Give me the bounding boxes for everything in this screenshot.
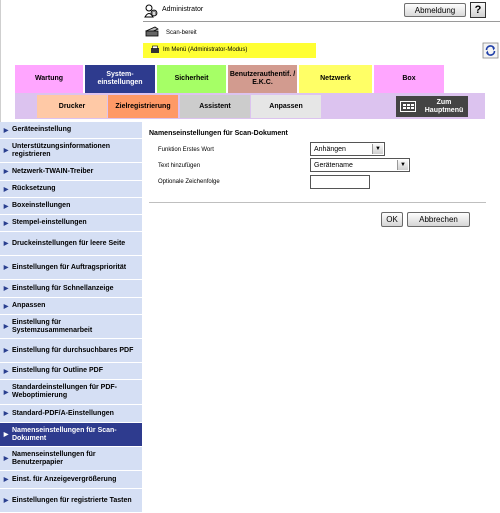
sidebar-item-anzeigevergroesserung[interactable]: ▶ Einst. für Anzeigevergrößerung: [0, 471, 142, 489]
arrow-right-icon: ▶: [3, 303, 9, 310]
tab-sicherheit[interactable]: Sicherheit: [157, 65, 227, 93]
sidebar-item-systemzusammenarbeit[interactable]: ▶ Einstellung für Systemzusammenarbeit: [0, 315, 142, 339]
content-divider: [149, 202, 486, 203]
status-mode-text: Im Menü (Administrator-Modus): [163, 47, 248, 53]
arrow-right-icon: ▶: [3, 265, 9, 271]
arrow-right-icon: ▶: [3, 169, 9, 175]
tab-netzwerk[interactable]: Netzwerk: [299, 65, 373, 93]
main-menu-button[interactable]: [396, 96, 468, 117]
subtab-drucker[interactable]: Drucker: [37, 95, 107, 118]
subtab-anpassen[interactable]: Anpassen: [251, 95, 321, 118]
help-button[interactable]: ?: [470, 2, 486, 18]
arrow-right-icon: ▶: [3, 477, 9, 483]
arrow-right-icon: ▶: [3, 186, 9, 193]
arrow-right-icon: ▶: [3, 368, 9, 375]
sidebar-item-anpassen[interactable]: ▶ Anpassen: [0, 298, 142, 315]
status-ready-text: Scan-bereit: [166, 30, 197, 36]
first-word-select[interactable]: Anhängen ▼: [310, 142, 385, 156]
header-divider: [143, 21, 500, 22]
sidebar-item-netzwerk-twain[interactable]: ▶ Netzwerk-TWAIN-Treiber: [0, 163, 142, 181]
sidebar-item-leere-seite[interactable]: ▶ Druckeinstellungen für leere Seite: [0, 232, 142, 256]
add-text-select[interactable]: Gerätename ▼: [310, 158, 410, 172]
sidebar-item-boxeinstellungen[interactable]: ▶ Boxeinstellungen: [0, 198, 142, 215]
arrow-right-icon: ▶: [3, 498, 9, 504]
main-menu-icon: [400, 101, 416, 112]
chevron-down-icon: ▼: [372, 144, 383, 154]
arrow-right-icon: ▶: [3, 456, 9, 462]
add-text-label: Text hinzufügen: [158, 163, 201, 169]
arrow-right-icon: ▶: [3, 286, 9, 292]
chevron-down-icon: ▼: [397, 160, 408, 170]
sidebar-item-geraeteeinstellung[interactable]: ▶ Geräteeinstellung: [0, 122, 142, 139]
admin-user-icon: [144, 4, 158, 18]
arrow-right-icon: ▶: [3, 203, 9, 210]
ok-button[interactable]: OK: [381, 212, 403, 227]
user-name: Administrator: [162, 6, 204, 13]
sidebar-item-pdfa[interactable]: ▶ Standard-PDF/A-Einstellungen: [0, 405, 142, 423]
tab-box[interactable]: Box: [374, 65, 445, 93]
sidebar-item-schnellanzeige[interactable]: ▶ Einstellung für Schnellanzeige: [0, 280, 142, 298]
main-menu-label: Zum Hauptmenü: [424, 98, 464, 114]
logout-button[interactable]: Abmeldung: [404, 3, 466, 17]
arrow-right-icon: ▶: [3, 324, 9, 330]
sidebar-item-registrierte-tasten[interactable]: ▶ Einstellungen für registrierte Tasten: [0, 489, 142, 513]
arrow-right-icon: ▶: [3, 220, 9, 227]
scanner-icon: [145, 26, 159, 38]
page-title: Namenseinstellungen für Scan-Dokument: [149, 130, 288, 137]
sidebar-item-auftragsprioritaet[interactable]: ▶ Einstellungen für Auftragspriorität: [0, 256, 142, 280]
printer-status-icon: [150, 45, 160, 55]
sidebar-item-durchsuchbares-pdf[interactable]: ▶ Einstellung für durchsuchbares PDF: [0, 339, 142, 363]
arrow-right-icon: ▶: [3, 389, 9, 396]
arrow-right-icon: ▶: [3, 148, 9, 154]
optional-string-input[interactable]: [310, 175, 370, 189]
sidebar-item-scan-dokument[interactable]: ▶ Namenseinstellungen für Scan-Dokument: [0, 423, 142, 447]
sidebar-item-ruecksetzung[interactable]: ▶ Rücksetzung: [0, 181, 142, 198]
optional-string-label: Optionale Zeichenfolge: [158, 179, 220, 185]
sidebar-item-unterstuetzungsinformationen[interactable]: ▶ Unterstützungsinformationen registrieren: [0, 139, 142, 163]
cancel-button[interactable]: Abbrechen: [407, 212, 470, 227]
tab-wartung[interactable]: Wartung: [15, 65, 84, 93]
sidebar-item-benutzerpapier[interactable]: ▶ Namenseinstellungen für Benutzerpapier: [0, 447, 142, 471]
sidebar-item-pdf-weboptimierung[interactable]: ▶ Standardeinstellungen für PDF-Weboptimierung: [0, 380, 142, 405]
tab-benutzerauthentifizierung[interactable]: Benutzerauthentif. / E.K.C.: [228, 65, 298, 93]
sidebar-item-outline-pdf[interactable]: ▶ Einstellung für Outline PDF: [0, 363, 142, 380]
arrow-right-icon: ▶: [3, 411, 9, 417]
arrow-right-icon: ▶: [3, 348, 9, 354]
arrow-right-icon: ▶: [3, 127, 9, 134]
first-word-label: Funktion Erstes Wort: [158, 147, 214, 153]
subtab-zielregistrierung[interactable]: Zielregistrierung: [108, 95, 178, 118]
tab-systemeinstellungen[interactable]: System- einstellungen: [85, 65, 156, 93]
sidebar-item-stempel[interactable]: ▶ Stempel-einstellungen: [0, 215, 142, 232]
arrow-right-icon: ▶: [3, 241, 9, 247]
refresh-icon[interactable]: [483, 43, 498, 58]
arrow-right-icon: ▶: [3, 432, 9, 438]
sidebar: [0, 122, 142, 504]
subtab-assistent[interactable]: Assistent: [180, 95, 250, 118]
